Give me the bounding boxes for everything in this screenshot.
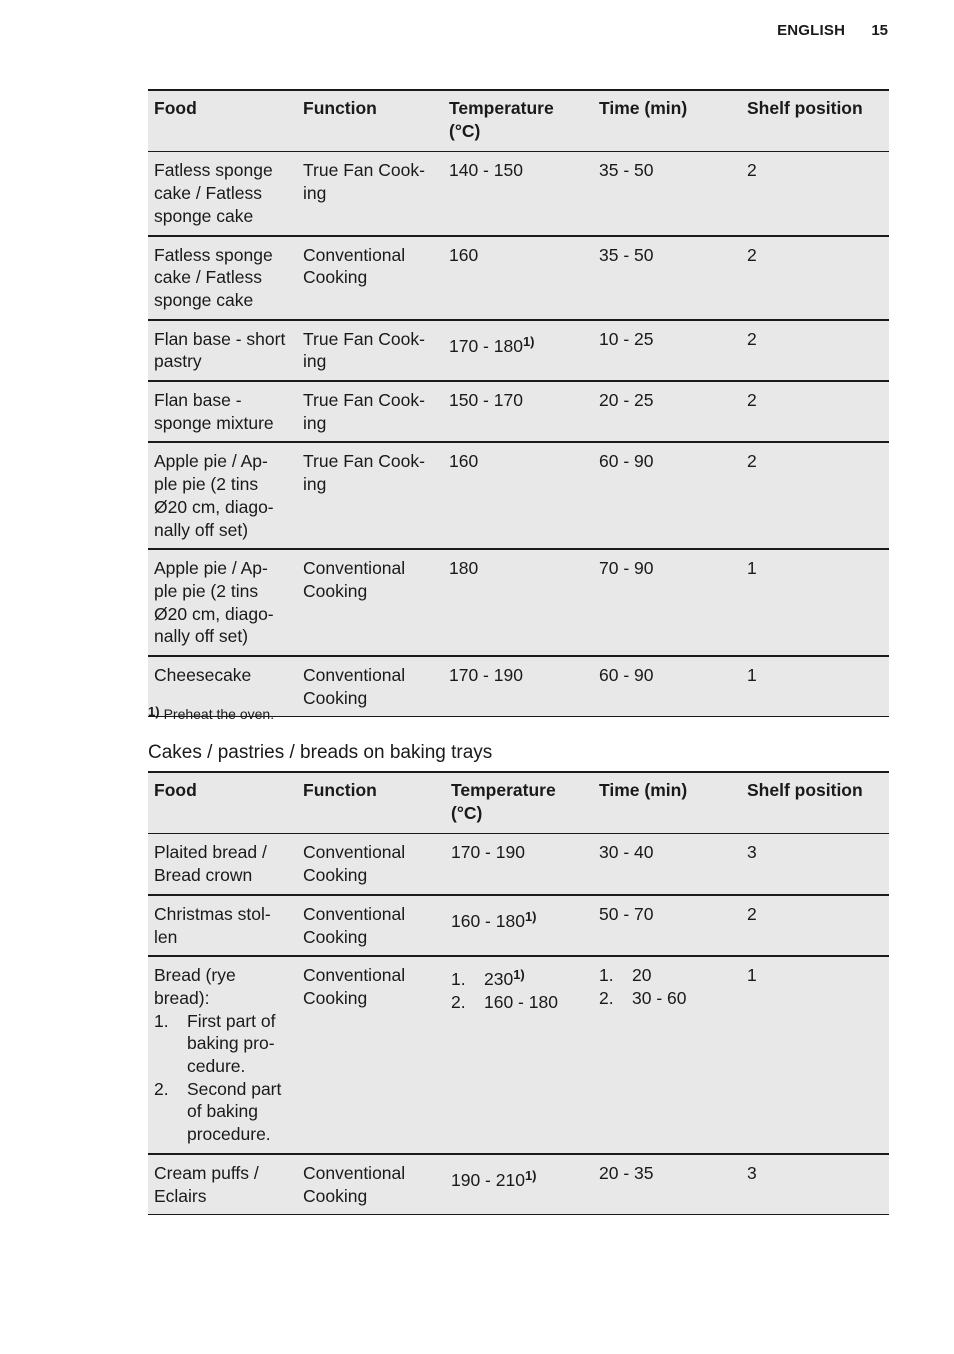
cell-temperature: 150 - 170 [443, 381, 593, 442]
list-item: 1. 20 [599, 965, 652, 986]
cell-function: True Fan Cook- ing [297, 381, 443, 442]
list-item: 1. 230$^{1)}$ [451, 967, 525, 990]
cell-temperature: 170 - 190 [443, 656, 593, 717]
table-row [148, 442, 889, 549]
footnote-ref: 1) [522, 333, 535, 349]
cell-food: Plaited bread / Bread crown [148, 834, 297, 895]
list-item: 1. First part of baking pro- cedure. [154, 1010, 291, 1078]
cell-shelf: 2 [741, 152, 889, 236]
col-header-time: Time (min) [593, 90, 741, 152]
food-title: Bread (rye bread): [154, 965, 236, 1008]
baking-table-1 [148, 89, 889, 717]
col-header-food: Food [148, 90, 297, 152]
cell-temperature [445, 895, 593, 956]
cell-food: Flan base - sponge mixture [148, 381, 297, 442]
cell-temperature: 170 - 190 [445, 834, 593, 895]
cell-time: 35 - 50 [593, 236, 741, 320]
table-row [148, 152, 889, 236]
page-header [777, 22, 888, 39]
list-item: 2. Second part of baking procedure. [154, 1078, 291, 1146]
cell-function: Conventional Cooking [297, 956, 445, 1154]
col-header-function: Function [297, 772, 445, 834]
cell-time [593, 956, 741, 1154]
cell-function: Conventional Cooking [297, 834, 445, 895]
cell-time: 20 - 35 [593, 1154, 741, 1215]
temperature-value: 160 - 180 [484, 991, 558, 1012]
col-header-temperature: Temperature (°C) [443, 90, 593, 152]
cell-food: Apple pie / Ap- ple pie (2 tins Ø20 cm, diago- nally off set) [148, 549, 297, 656]
language-label: ENGLISH [777, 22, 846, 39]
cell-food: Fatless sponge cake / Fatless sponge cake [148, 152, 297, 236]
cell-function: Conventional Cooking [297, 1154, 445, 1215]
cell-time: 50 - 70 [593, 895, 741, 956]
page-number: 15 [871, 22, 888, 39]
cell-function: Conventional Cooking [297, 549, 443, 656]
cell-function: Conventional Cooking [297, 236, 443, 320]
cell-function: True Fan Cook- ing [297, 320, 443, 381]
footnote-mark: 1) [148, 704, 160, 719]
cell-time: 30 - 40 [593, 834, 741, 895]
col-header-shelf: Shelf position [741, 90, 889, 152]
col-header-function: Function [297, 90, 443, 152]
temperature-value: 190 - 210 [451, 1169, 525, 1190]
cell-temperature [445, 956, 593, 1154]
col-header-shelf: Shelf position [741, 772, 889, 834]
cell-time: 70 - 90 [593, 549, 741, 656]
cell-shelf: 3 [741, 1154, 889, 1215]
col-header-time: Time (min) [593, 772, 741, 834]
footnote-text: Preheat the oven. [163, 706, 275, 722]
cell-temperature: 160 [443, 442, 593, 549]
cell-shelf: 3 [741, 834, 889, 895]
cell-food: Christmas stol- len [148, 895, 297, 956]
time-value: 30 - 60 [632, 987, 687, 1008]
baking-table-2 [148, 771, 889, 1215]
temperature-value: 160 - 180 [451, 910, 525, 931]
footnote-ref: 1) [524, 1167, 537, 1183]
cell-time: 35 - 50 [593, 152, 741, 236]
cell-temperature [443, 320, 593, 381]
cell-temperature: 160 [443, 236, 593, 320]
temperature-value: 230 [484, 969, 514, 990]
cell-shelf: 1 [741, 956, 889, 1154]
section-subtitle: Cakes / pastries / breads on baking trays [148, 742, 493, 763]
table-header-row [148, 772, 889, 834]
table-header-row [148, 90, 889, 152]
time-value: 20 [632, 965, 652, 986]
cell-temperature: 180 [443, 549, 593, 656]
cell-time: 60 - 90 [593, 442, 741, 549]
cell-function: Conventional Cooking [297, 656, 443, 717]
cell-time: 10 - 25 [593, 320, 741, 381]
cell-shelf: 2 [741, 320, 889, 381]
list-item: 2. 160 - 180 [451, 991, 558, 1012]
cell-shelf: 2 [741, 442, 889, 549]
table-row [148, 236, 889, 320]
cell-food: Cheesecake [148, 656, 297, 717]
cell-function: True Fan Cook- ing [297, 442, 443, 549]
table-row [148, 320, 889, 381]
cell-temperature [445, 1154, 593, 1215]
table-row [148, 834, 889, 895]
cell-shelf: 2 [741, 381, 889, 442]
footnote-ref: 1) [513, 967, 525, 983]
cell-time: 20 - 25 [593, 381, 741, 442]
temperature-value: 170 - 180 [449, 335, 523, 356]
cell-shelf: 2 [741, 236, 889, 320]
cell-shelf: 1 [741, 549, 889, 656]
cell-temperature: 140 - 150 [443, 152, 593, 236]
list-item: 2. 30 - 60 [599, 987, 687, 1008]
col-header-food: Food [148, 772, 297, 834]
footnote [148, 704, 889, 722]
table-row [148, 549, 889, 656]
col-header-temperature: Temperature (°C) [445, 772, 593, 834]
table-row [148, 1154, 889, 1215]
cell-food: Flan base - short pastry [148, 320, 297, 381]
cell-food: Fatless sponge cake / Fatless sponge cake [148, 236, 297, 320]
cell-food [148, 956, 297, 1154]
step-text: Second part of baking procedure. [187, 1078, 282, 1145]
cell-function: True Fan Cook- ing [297, 152, 443, 236]
table-row [148, 381, 889, 442]
cell-shelf: 2 [741, 895, 889, 956]
table-row [148, 895, 889, 956]
cell-time: 60 - 90 [593, 656, 741, 717]
cell-food: Cream puffs / Eclairs [148, 1154, 297, 1215]
cell-food: Apple pie / Ap- ple pie (2 tins Ø20 cm, diago- nally off set) [148, 442, 297, 549]
table-row [148, 956, 889, 1154]
step-text: First part of baking pro- cedure. [187, 1010, 276, 1077]
cell-shelf: 1 [741, 656, 889, 717]
cell-function: Conventional Cooking [297, 895, 445, 956]
footnote-ref: 1) [524, 908, 537, 924]
